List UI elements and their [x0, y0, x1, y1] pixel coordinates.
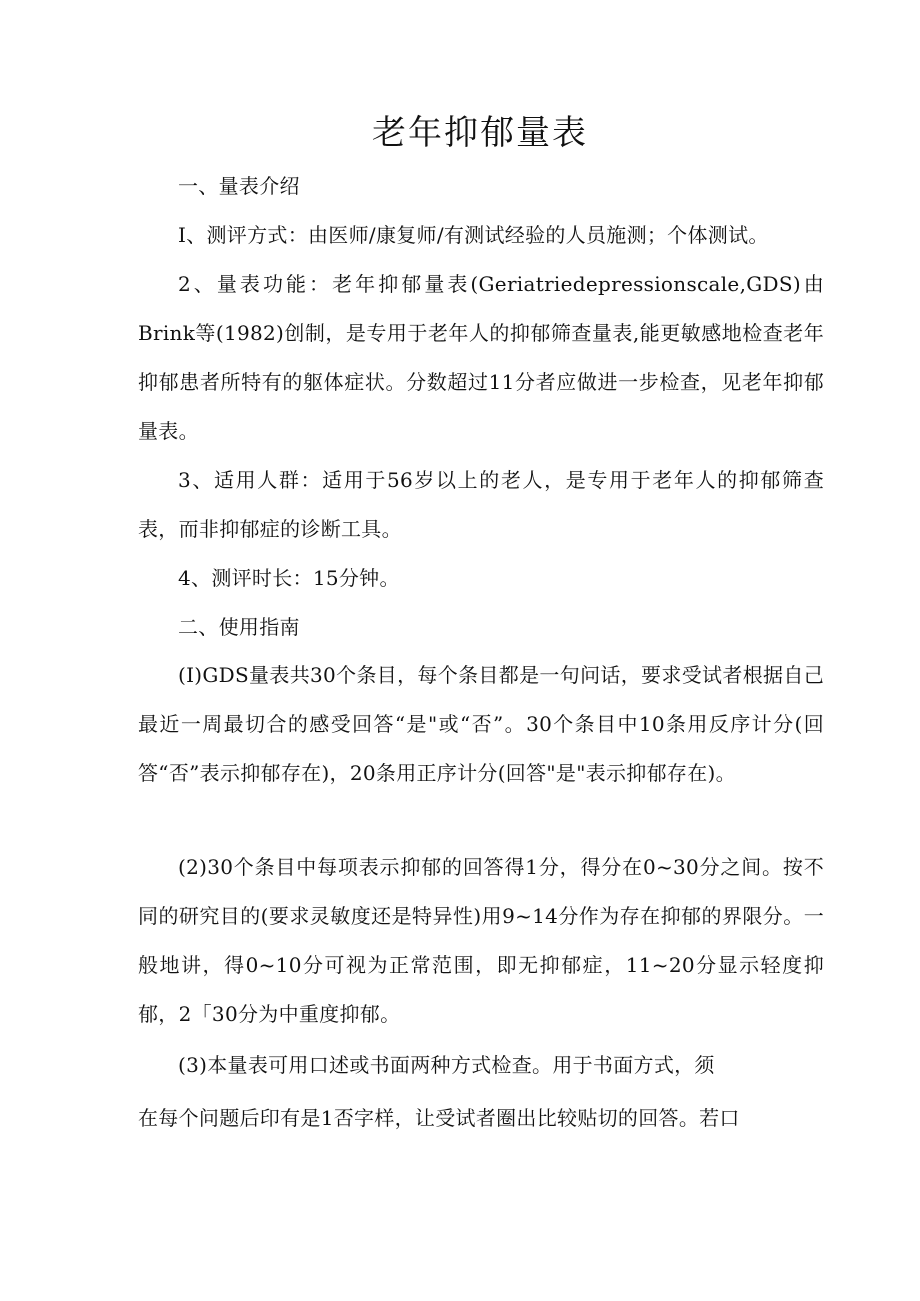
paragraph-duration: 4、测评时长：15分钟。	[178, 566, 400, 590]
section-heading-intro: 一、量表介绍	[178, 174, 300, 198]
document-title: 老年抑郁量表	[372, 113, 588, 153]
paragraph-guide-1: (I)GDS量表共30个条目，每个条目都是一句问话，要求受试者根据自己最近一周最切合的感受回答“是"或“否”。30个条目中10条用反序计分(回答“否”表示抑郁存在)，20条用正序计分(回答"是"表示抑郁存在)。	[138, 663, 824, 785]
paragraph-method: I、测评方式：由医师/康复师/有测试经验的人员施测；个体测试。	[178, 223, 769, 247]
paragraph-guide-3-line-2: 在每个问题后印有是1否字样，让受试者圈出比较贴切的回答。若口	[138, 1106, 740, 1130]
paragraph-population: 3、适用人群：适用于56岁以上的老人，是专用于老年人的抑郁筛查表，而非抑郁症的诊断工具。	[138, 468, 824, 541]
section-heading-guide: 二、使用指南	[178, 615, 300, 639]
paragraph-guide-3-line-1: (3)本量表可用口述或书面两种方式检查。用于书面方式，须	[178, 1053, 715, 1077]
paragraph-guide-2: (2)30个条目中每项表示抑郁的回答得1分，得分在0~30分之间。按不同的研究目的(要求灵敏度还是特异性)用9~14分作为存在抑郁的界限分。一般地讲，得0~10分可视为正常范围，即无抑郁症，11~20分显示轻度抑郁，2「30分为中重度抑郁。	[138, 855, 824, 1026]
paragraph-function: 2、量表功能：老年抑郁量表(Geriatriedepressionscale,GDS)由Brink等(1982)创制，是专用于老年人的抑郁筛查量表,能更敏感地检查老年抑郁患者所特有的躯体症状。分数超过11分者应做进一步检查，见老年抑郁量表。	[138, 272, 824, 443]
